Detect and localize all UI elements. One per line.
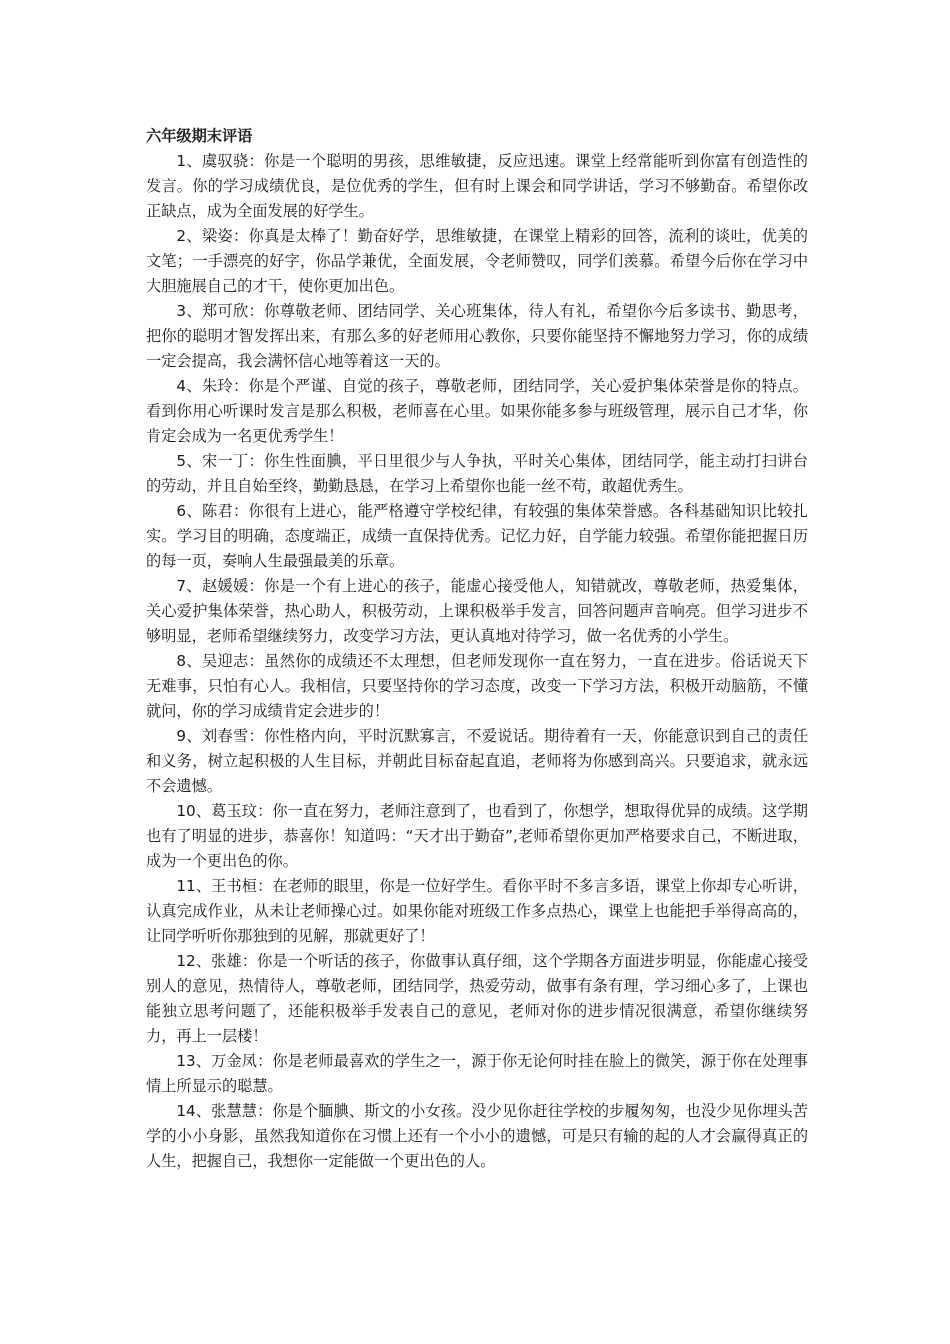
comment-6: 6、陈君：你很有上进心，能严格遵守学校纪律，有较强的集体荣誉感。各科基础知识比较扎实。学习目的明确，态度端正，成绩一直保持优秀。记忆力好，自学能力较强。希望你能把握日历的每一页，奏响人生最强最美的乐章。 <box>146 502 808 570</box>
comment-3: 3、郑可欣：你尊敬老师、团结同学、关心班集体，待人有礼，希望你今后多读书、勤思考，把你的聪明才智发挥出来，有那么多的好老师用心教你，只要你能坚持不懈地努力学习，你的成绩一定会提高，我会满怀信心地等着这一天的。 <box>146 302 808 370</box>
comment-13: 13、万金凤：你是老师最喜欢的学生之一，源于你无论何时挂在脸上的微笑，源于你在处理事情上所显示的聪慧。 <box>146 1052 808 1095</box>
document-title: 六年级期末评语 <box>146 127 253 145</box>
comment-11: 11、王书桓：在老师的眼里，你是一位好学生。看你平时不多言多语，课堂上你却专心听讲，认真完成作业，从未让老师操心过。如果你能对班级工作多点热心，课堂上也能把手举得高高的，让同学听听你那独到的见解，那就更好了！ <box>146 877 808 945</box>
comment-14: 14、张慧慧：你是个腼腆、斯文的小女孩。没少见你赶往学校的步履匆匆，也没少见你埋头苦学的小小身影，虽然我知道你在习惯上还有一个小小的遗憾，可是只有输的起的人才会赢得真正的人生，把握自己，我想你一定能做一个更出色的人。 <box>146 1102 808 1170</box>
comment-5: 5、宋一丁：你生性面腆，平日里很少与人争执，平时关心集体，团结同学，能主动打扫讲台的劳动，并且自始至终，勤勤恳恳，在学习上希望你也能一丝不苟，敢超优秀生。 <box>146 452 808 495</box>
comment-9: 9、刘春雪：你性格内向，平时沉默寡言，不爱说话。期待着有一天，你能意识到自己的责任和义务，树立起积极的人生目标，并朝此目标奋起直追，老师将为你感到高兴。只要追求，就永远不会遗憾。 <box>146 727 808 795</box>
comment-10: 10、葛玉玟：你一直在努力，老师注意到了，也看到了，你想学，想取得优异的成绩。这学期也有了明显的进步，恭喜你！知道吗：“天才出于勤奋”,老师希望你更加严格要求自己，不断进取，成为一个更出色的你。 <box>146 802 808 870</box>
comment-12: 12、张雄：你是一个听话的孩子，你做事认真仔细，这个学期各方面进步明显，你能虚心接受别人的意见，热情待人，尊敬老师，团结同学，热爱劳动，做事有条有理，学习细心多了，上课也能独立思考问题了，还能积极举手发表自己的意见，老师对你的进步情况很满意，希望你继续努力，再上一层楼！ <box>146 952 808 1045</box>
comment-8: 8、吴迎志：虽然你的成绩还不太理想，但老师发现你一直在努力，一直在进步。俗话说天下无难事，只怕有心人。我相信，只要坚持你的学习态度，改变一下学习方法，积极开动脑筋，不懂就问，你的学习成绩肯定会进步的！ <box>146 652 808 720</box>
comment-7: 7、赵媛媛：你是一个有上进心的孩子，能虚心接受他人，知错就改，尊敬老师，热爱集体，关心爱护集体荣誉，热心助人，积极劳动，上课积极举手发言，回答问题声音响亮。但学习进步不够明显，老师希望继续努力，改变学习方法，更认真地对待学习，做一名优秀的小学生。 <box>146 577 808 645</box>
comment-2: 2、梁姿：你真是太棒了！勤奋好学，思维敏捷，在课堂上精彩的回答，流利的谈吐，优美的文笔；一手漂亮的好字，你品学兼优，全面发展，令老师赞叹，同学们羡慕。希望今后你在学习中大胆施展自己的才干，使你更加出色。 <box>146 227 808 295</box>
comment-1: 1、虞驭骁：你是一个聪明的男孩，思维敏捷，反应迅速。课堂上经常能听到你富有创造性的发言。你的学习成绩优良，是位优秀的学生，但有时上课会和同学讲话，学习不够勤奋。希望你改正缺点，成为全面发展的好学生。 <box>146 152 808 220</box>
comment-4: 4、朱玲：你是个严谨、自觉的孩子，尊敬老师，团结同学，关心爱护集体荣誉是你的特点。看到你用心听课时发言是那么积极，老师喜在心里。如果你能多参与班级管理，展示自己才华，你肯定会成为一名更优秀学生！ <box>146 377 808 445</box>
document-page <box>146 124 808 1174</box>
